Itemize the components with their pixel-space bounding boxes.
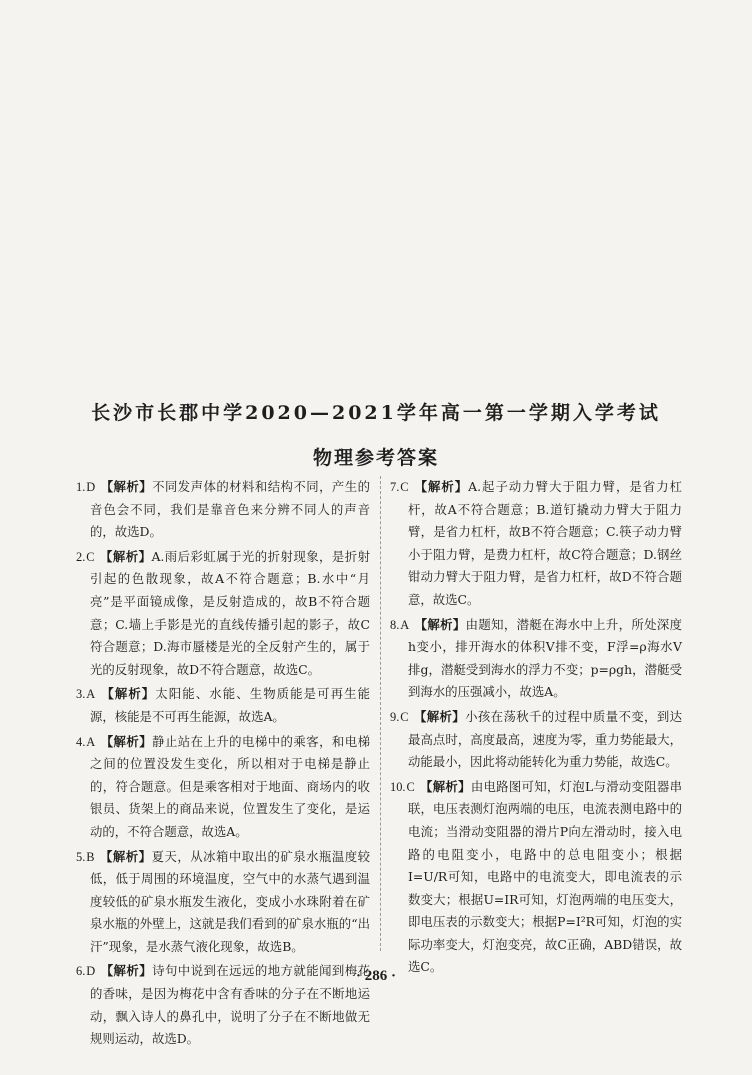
answer-item (76, 683, 370, 728)
answer-choice: A (86, 687, 96, 702)
page-number: · 286 · (355, 968, 396, 984)
answer-item (76, 546, 370, 682)
answer-number: 8. (390, 617, 400, 632)
analysis-tag: 【解析】 (100, 963, 153, 979)
analysis-tag: 【解析】 (99, 548, 152, 564)
answer-column-left (76, 476, 370, 1053)
column-divider (380, 476, 381, 951)
answer-number: 4. (76, 734, 86, 749)
answer-text: 静止站在上升的电梯中的乘客，和电梯之间的位置没发生变化，所以相对于电梯是静止的，符合题意。但是乘客相对于地面、商场内的收银员、货架上的商品来说，位置发生了变化，是运动的，不符合题意，故选A。 (90, 733, 371, 839)
answer-text: 小孩在荡秋千的过程中质量不变，到达最高点时，高度最高，速度为零，重力势能最大，动能最小，因此将动能转化为重力势能，故选C。 (408, 708, 683, 770)
analysis-tag: 【解析】 (414, 616, 466, 632)
answer-number: 10. (390, 779, 406, 794)
answer-item (390, 706, 682, 774)
answer-choice: A (86, 734, 96, 749)
analysis-tag: 【解析】 (100, 479, 153, 494)
answer-item (76, 731, 370, 844)
answer-text: A.起子动力臂大于阻力臂，是省力杠杆，故A不符合题意；B.道钉撬动力臂大于阻力臂，是省力杠杆，故B不符合题意；C.筷子动力臂小于阻力臂，是费力杠杆，故C符合题意；D.钢丝钳动力臂大于阻力臂，是省力杠杆，故D不符合题意，故选C。 (408, 479, 682, 607)
answer-item (390, 476, 682, 612)
answer-choice: D (86, 964, 96, 979)
answer-number: 3. (76, 687, 86, 702)
analysis-tag: 【解析】 (413, 708, 466, 724)
answer-column-right (390, 476, 682, 981)
answer-number: 9. (390, 709, 400, 724)
answer-text: 不同发声体的材料和结构不同，产生的音色会不同，我们是靠音色来分辨不同人的声音的，故选D。 (90, 479, 371, 540)
answer-number: 2. (76, 549, 86, 564)
answer-item (390, 776, 682, 979)
answer-item (390, 614, 682, 704)
answer-choice: D (86, 480, 96, 494)
answer-title: 物理参考答案 (312, 447, 439, 469)
answer-text: 夏天，从冰箱中取出的矿泉水瓶温度较低，低于周围的环境温度，空气中的水蒸气遇到温度较低的矿泉水瓶发生液化，变成小水珠附着在矿泉水瓶的外壁上，这就是我们看到的矿泉水瓶的“出汗”现象，是水蒸气液化现象，故选B。 (90, 848, 371, 954)
answer-choice: B (86, 849, 95, 864)
answer-text: A.雨后彩虹属于光的折射现象，是折射引起的色散现象，故A不符合题意；B.水中“月亮”是平面镜成像，是反射造成的，故B不符合题意；C.墙上手影是光的直线传播引起的影子，故C符合题意；D.海市蜃楼是光的全反射产生的，属于光的反射现象，故D不符合题意，故选C。 (90, 548, 371, 677)
answer-choice: C (406, 779, 415, 794)
analysis-tag: 【解析】 (100, 733, 153, 749)
analysis-tag: 【解析】 (413, 479, 469, 494)
analysis-tag: 【解析】 (419, 778, 471, 794)
exam-title: 长沙市长郡中学2020—2021学年高一第一学期入学考试 (91, 402, 661, 424)
answer-text: 太阳能、水能、生物质能是可再生能源，核能是不可再生能源，故选A。 (90, 686, 370, 724)
answer-choice: A (400, 617, 410, 632)
analysis-tag: 【解析】 (99, 848, 152, 864)
answer-choice: C (400, 709, 409, 724)
answer-text: 诗句中说到在远远的地方就能闻到梅花的香味，是因为梅花中含有香味的分子在不断地运动，飘入诗人的鼻孔中，说明了分子在不断地做无规则运动，故选D。 (90, 963, 371, 1047)
answer-number: 1. (76, 480, 86, 494)
answer-number: 6. (76, 964, 86, 979)
answer-item (76, 846, 370, 959)
answer-number: 5. (76, 849, 86, 864)
answer-item (76, 476, 370, 544)
answer-text: 由电路图可知，灯泡L与滑动变阻器串联，电压表测灯泡两端的电压，电流表测电路中的电流；当滑动变阻器的滑片P向左滑动时，接入电路的电阻变小，电路中的总电阻变小；根据I=U/R可知，电路中的电流变大，即电流表的示数变大；根据U=IR可知，灯泡两端的电压变大，即电压表的示数变大；根据P=I²R可知，灯泡的实际功率变大，灯泡变亮，故C正确，ABD错误，故选C。 (408, 778, 683, 975)
answer-choice: C (86, 549, 95, 564)
answer-choice: C (400, 480, 409, 494)
answer-number: 7. (390, 480, 400, 494)
analysis-tag: 【解析】 (100, 686, 156, 702)
answer-text: 由题知，潜艇在海水中上升，所处深度h变小，排开海水的体积V排不变，F浮=ρ海水V排g，潜艇受到海水的浮力不变；p=ρgh，潜艇受到海水的压强减小，故选A。 (408, 616, 682, 700)
